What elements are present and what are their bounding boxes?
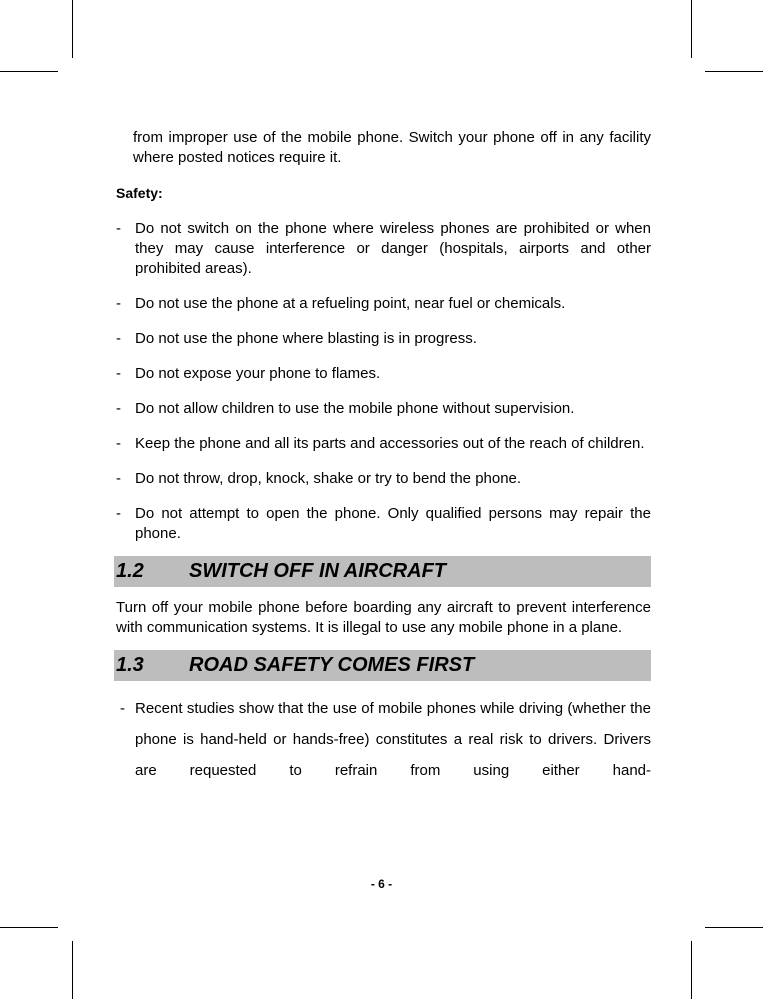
section-heading-1-3 [114, 650, 651, 681]
section-title: SWITCH OFF IN AIRCRAFT [189, 560, 447, 582]
crop-mark [705, 71, 763, 72]
list-item: - Do not attempt to open the phone. Only qualified persons may repair the phone. [116, 505, 651, 542]
crop-mark [705, 927, 763, 928]
list-item: - Do not switch on the phone where wireless phones are prohibited or when they may cause interference or danger (hospitals, airports and other prohibited areas). [116, 220, 651, 277]
crop-mark [691, 0, 692, 58]
safety-heading: Safety: [116, 185, 163, 201]
list-item: - Keep the phone and all its parts and accessories out of the reach of children. [116, 435, 645, 452]
road-safety-item: - Recent studies show that the use of mobile phones while driving (whether the phone is hand-held or hands-free) constitutes a real risk to drivers. Drivers are requested to refrain from using either hand- [120, 700, 651, 779]
list-item: - Do not throw, drop, knock, shake or try to bend the phone. [116, 470, 522, 487]
section-heading-1-2 [114, 556, 651, 587]
intro-paragraph: from improper use of the mobile phone. Switch your phone off in any facility where posted notices require it. [133, 129, 651, 166]
page-number: - 6 - [370, 877, 393, 891]
section-number: 1.3 [116, 654, 144, 676]
crop-mark [72, 941, 73, 999]
list-item: - Do not allow children to use the mobile phone without supervision. [116, 400, 575, 417]
section-number: 1.2 [116, 560, 144, 582]
crop-mark [0, 71, 58, 72]
safety-list [114, 219, 651, 544]
section-title: ROAD SAFETY COMES FIRST [189, 654, 475, 676]
page-content [114, 128, 651, 786]
crop-mark [691, 941, 692, 999]
list-item: - Do not expose your phone to flames. [116, 365, 381, 382]
crop-mark [72, 0, 73, 58]
list-item: - Do not use the phone at a refueling point, near fuel or chemicals. [116, 295, 566, 312]
crop-mark [0, 927, 58, 928]
list-item: - Do not use the phone where blasting is in progress. [116, 330, 477, 347]
aircraft-paragraph: Turn off your mobile phone before boarding any aircraft to prevent interference with communication systems. It is illegal to use any mobile phone in a plane. [116, 599, 651, 636]
